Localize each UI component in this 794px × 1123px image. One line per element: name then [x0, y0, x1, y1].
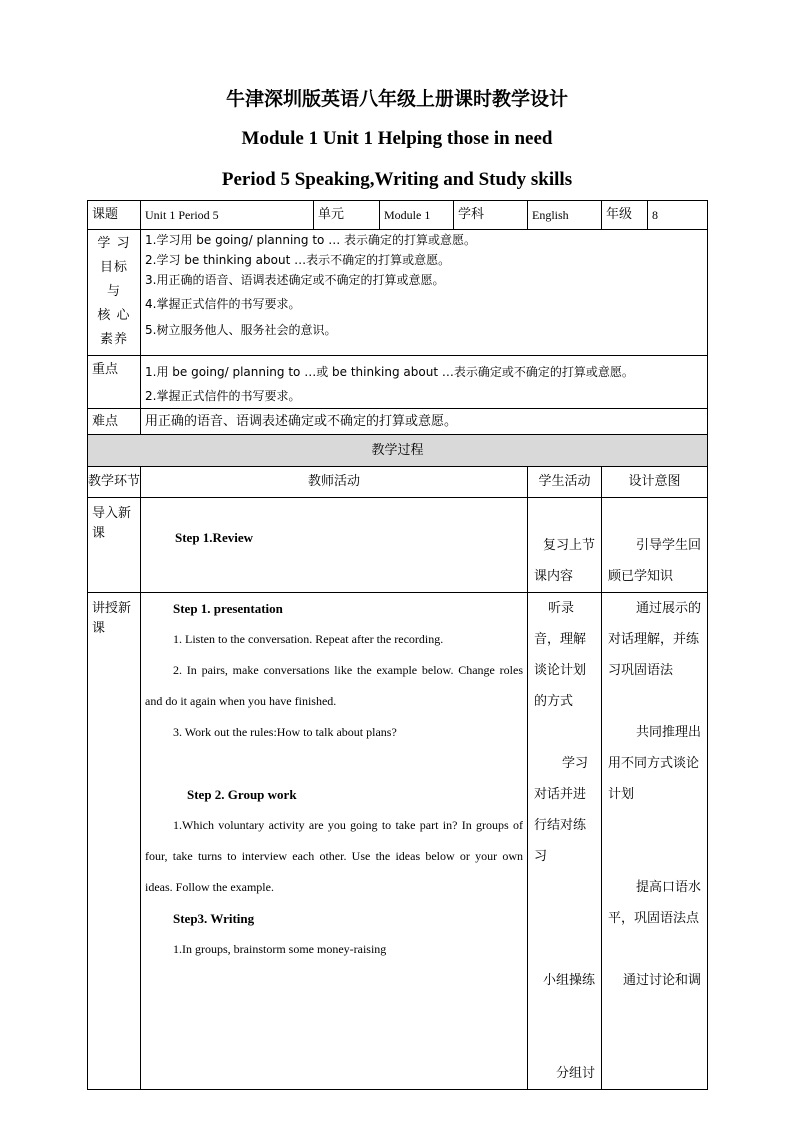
intro-student-line: 复习上节: [542, 538, 595, 553]
goals-label: [88, 230, 141, 356]
header-student: 学生活动: [528, 467, 602, 498]
key-points-row: [88, 356, 708, 409]
intent-item: 共同推理出用不同方式谈论计划: [608, 725, 702, 802]
difficulties-label: 难点: [88, 409, 141, 435]
goals-label-line: 核 心: [97, 308, 131, 323]
intent-item: 通过讨论和调: [622, 973, 701, 988]
unit-value: Module 1: [380, 201, 454, 230]
header-intent: 设计意图: [602, 467, 708, 498]
intro-student-line: 课内容: [534, 569, 574, 584]
intro-intent-line: 引导学生回: [635, 538, 701, 553]
goals-label-line: 学 习: [97, 236, 131, 251]
subject-value: English: [528, 201, 602, 230]
goal-item: 3.用正确的语音、语调表述确定或不确定的打算或意愿。: [145, 273, 445, 287]
header-stage: 教学环节: [88, 467, 141, 498]
goal-item: 4.掌握正式信件的书写要求。: [145, 297, 301, 311]
goals-content: [141, 230, 708, 356]
student-activity: 学习对话并进行结对练习: [534, 756, 589, 864]
step1-item: 1. Listen to the conversation. Repeat after the recording.: [173, 632, 444, 646]
key-point-item: 1.用 be going/ planning to …或 be thinking about …表示确定或不确定的打算或意愿。: [145, 365, 634, 379]
process-header-row: [88, 467, 708, 498]
goals-label-line: 与: [106, 284, 121, 299]
header-teacher: 教师活动: [141, 467, 528, 498]
intent-item: 提高口语水平，巩固语法点: [608, 880, 702, 926]
spacer: [608, 934, 701, 965]
key-point-item: 2.掌握正式信件的书写要求。: [145, 389, 301, 403]
intent-item: 通过展示的对话理解，并练习巩固语法: [608, 601, 702, 678]
intro-intent-line: 顾已学知识: [608, 569, 674, 584]
topic-label: 课题: [88, 201, 141, 230]
intro-stage: 导入新课: [88, 498, 141, 593]
goal-item: 5.树立服务他人、服务社会的意识。: [145, 323, 337, 337]
intro-student: [528, 498, 602, 593]
process-title: 教学过程: [88, 435, 708, 467]
student-activity: 小组操练: [542, 973, 595, 988]
spacer: [145, 748, 523, 779]
step1-item: 3. Work out the rules:How to talk about plans?: [173, 725, 397, 739]
step1-item: 2. In pairs, make conversations like the example below. Change roles and do it again when you have finished.: [145, 663, 523, 708]
spacer: [534, 717, 595, 748]
teach-teacher: [141, 593, 528, 1090]
subject-label: 学科: [454, 201, 528, 230]
goals-row: [88, 230, 708, 356]
difficulties-row: [88, 409, 708, 435]
unit-label: 单元: [314, 201, 380, 230]
intro-row: [88, 498, 708, 593]
doc-title-period: Period 5 Speaking,Writing and Study skills: [221, 169, 573, 190]
spacer: [534, 996, 595, 1058]
step3-title: Step3. Writing: [173, 911, 255, 926]
intro-intent: [602, 498, 708, 593]
doc-title-cn: 牛津深圳版英语八年级上册课时教学设计: [225, 88, 568, 110]
teach-student: [528, 593, 602, 1090]
step1-title: Step 1. presentation: [173, 601, 283, 616]
student-activity: 分组讨: [555, 1066, 595, 1081]
goals-label-line: 素养: [99, 332, 128, 347]
intro-step-title: Step 1.Review: [175, 530, 253, 545]
goals-label-line: 目标: [99, 260, 128, 275]
step2-text: 1.Which voluntary activity are you going to take part in? In groups of four, take turns to interview each other. Use the ideas below or your own ideas. Follow the example.: [145, 818, 523, 894]
key-points-label: 重点: [88, 356, 141, 409]
goal-item: 2.学习 be thinking about …表示不确定的打算或意愿。: [145, 253, 451, 267]
spacer: [534, 872, 595, 965]
student-activity: 听录音，理解谈论计划的方式: [534, 601, 587, 709]
process-title-row: [88, 435, 708, 467]
teach-stage: 讲授新课: [88, 593, 141, 1090]
goal-item: 1.学习用 be going/ planning to … 表示确定的打算或意愿。: [145, 233, 477, 247]
lesson-plan-table: [87, 200, 708, 1090]
difficulties-content: 用正确的语音、语调表述确定或不确定的打算或意愿。: [141, 409, 708, 435]
info-row: [88, 201, 708, 230]
topic-value: Unit 1 Period 5: [141, 201, 314, 230]
step3-text: 1.In groups, brainstorm some money-raising: [173, 942, 387, 956]
teach-intent: [602, 593, 708, 1090]
grade-label: 年级: [602, 201, 648, 230]
grade-value: 8: [648, 201, 708, 230]
doc-title-module: Module 1 Unit 1 Helping those in need: [241, 128, 553, 149]
spacer: [608, 686, 701, 717]
spacer: [608, 810, 701, 872]
step2-title: Step 2. Group work: [187, 787, 297, 802]
intro-teacher: [141, 498, 528, 593]
key-points-content: [141, 356, 708, 409]
teach-row: [88, 593, 708, 1090]
